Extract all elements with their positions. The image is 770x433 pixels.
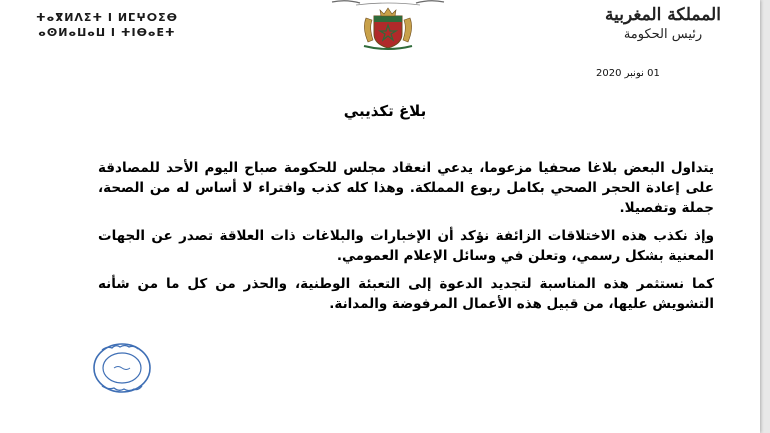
- tifinagh-header: [22, 10, 192, 40]
- kingdom-header: [588, 4, 738, 44]
- kingdom-name: المملكة المغربية: [605, 5, 721, 25]
- document-body: [98, 158, 714, 322]
- tifinagh-line-1: ⵜⴰⴳⵍⴷⵉⵜ ⵏ ⵍⵎⵖⵔⵉⴱ: [35, 11, 178, 24]
- document-title: بلاغ تكذيبي: [343, 102, 427, 120]
- head-of-government: رئيس الحكومة: [623, 27, 703, 42]
- official-stamp-icon: [88, 336, 218, 400]
- paragraph-2: وإذ نكذب هذه الاختلاقات الزائفة نؤكد أن الإخبارات والبلاغات ذات العلاقة تصدر عن الجهات المعنية بشكل رسمي، وتعلن في وسائل الإعلام العمومي.: [98, 228, 714, 264]
- document-date: 01 نونبر 2020: [596, 68, 660, 79]
- tifinagh-line-2: ⴰⵙⵍⴰⵡⴰⵡ ⵏ ⵜⵏⴱⴰⴹⵜ: [38, 26, 176, 39]
- paragraph-3: كما نستثمر هذه المناسبة لتجديد الدعوة إلى التعبئة الوطنية، والحذر من كل ما من شأنه التشويش عليها، من قبيل هذه الأعمال المرفوضة والمدانة.: [98, 276, 714, 312]
- royal-emblem-icon: [326, 0, 450, 50]
- paragraph-1: يتداول البعض بلاغا صحفيا مزعوما، يدعي انعقاد مجلس للحكومة صباح اليوم الأحد للمصادقة على إعادة الحجر الصحي بكامل ربوع المملكة. وهذا كله كذب وافتراء لا أساس له من الصحة، جملة وتفصيلا.: [98, 160, 714, 216]
